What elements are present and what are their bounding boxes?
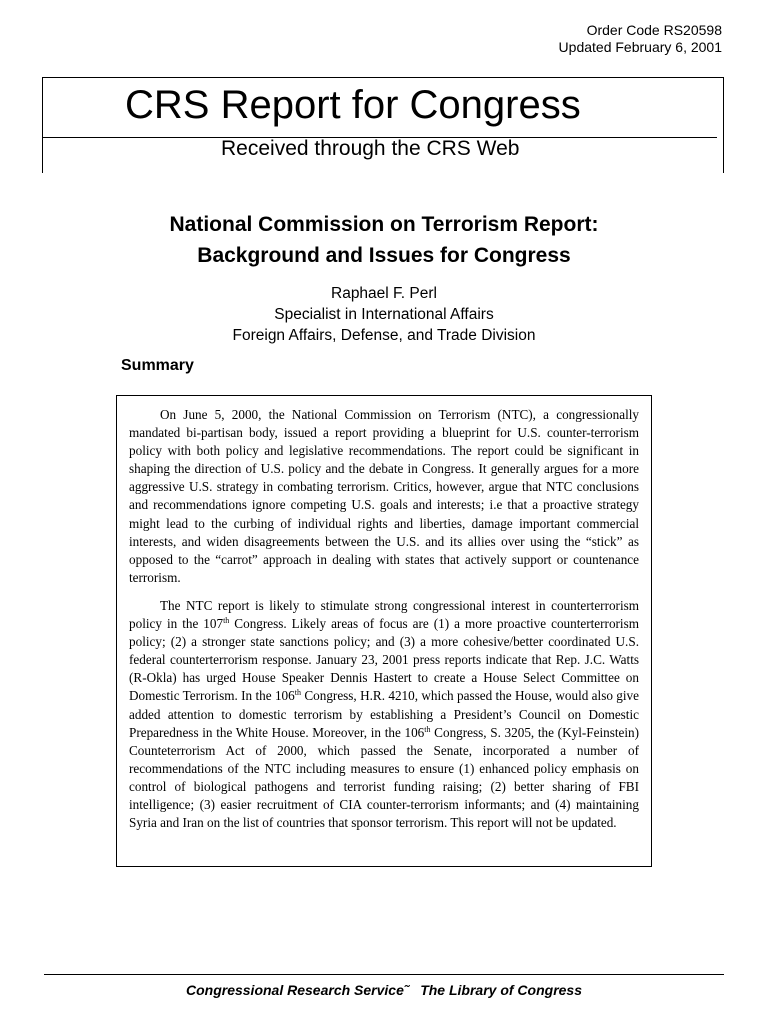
summary-p2-part-4: Congress, S. 3205, the (Kyl-Feinstein) Counteterrorism Act of 2000, which passed the Senate, incorporated a number of recommendations of the NTC including measures to ensure (1) enhanced policy emphasis on control of biological pathogens and terrorist funding raising; (2) better sharing of FBI intelligence; (3) easier recruitment of CIA counter-terrorism informants; and (4) maintaining Syria and Iran on the list of countries that sponsor terrorism. This report will not be updated. [129,724,639,831]
report-title-line-1: National Commission on Terrorism Report: [169,213,599,236]
summary-p2-part-1: The NTC report is likely to stimulate strong congressional interest in counterterrorism policy in the 107 [129,597,639,632]
masthead [42,77,724,173]
superscript-th: th [294,688,301,698]
report-title-line-2: Background and Issues for Congress [197,244,571,267]
summary-p2-part-2: Congress. Likely areas of focus are (1) a more proactive counterterrorism policy; (2) a stronger state sanctions policy; and (3) a more cohesive/better coordinated U.S. federal counterterrorism response. January 23, 2001 press reports indicate that Rep. J.C. Watts (R-Okla) has urged House Speaker Dennis Hastert to create a House Select Committee on Domestic Terrorism. In the 106 [129,616,639,704]
order-info [559,22,722,56]
report-title [0,209,768,271]
summary-p2-part-3: Congress, H.R. 4210, which passed the House, would also give added attention to domestic terrorism by establishing a President’s Council on Domestic Preparedness in the White House. Moreover, in the 106 [129,688,639,740]
superscript-th: th [424,724,431,734]
footer-text: Congressional Research Service˜ The Library of Congress [185,982,583,998]
author-position: Specialist in International Affairs [274,306,494,323]
summary-paragraph-2 [129,597,639,832]
author-name: Raphael F. Perl [331,285,437,302]
order-code: Order Code RS20598 [586,22,722,38]
summary-text [129,406,639,832]
summary-paragraph-1: On June 5, 2000, the National Commission on Terrorism (NTC), a congressionally mandated bi-partisan body, issued a report providing a blueprint for U.S. counter-terrorism policy with both policy and legislative recommendations. The report could be significant in shaping the direction of U.S. policy and the debate in Congress. It generally argues for a more aggressive U.S. strategy in combating terrorism. Critics, however, argue that NTC conclusions and recommendations ignore competing U.S. goals and interests; i.e that a proactive strategy might lead to the curbing of individual rights and liberties, damage important commercial interests, and widen disagreements between the U.S. and its allies over using the “stick” as opposed to the “carrot” approach in dealing with states that actively support or countenance terrorism. [129,407,639,585]
summary-box [116,395,652,867]
updated-date: Updated February 6, 2001 [558,39,722,55]
footer-rule [44,974,724,975]
author-block [0,283,768,346]
summary-heading: Summary [121,357,194,374]
author-division: Foreign Affairs, Defense, and Trade Division [232,327,536,344]
superscript-th: th [223,616,230,626]
masthead-title: CRS Report for Congress [125,83,581,127]
masthead-subtitle: Received through the CRS Web [221,137,520,160]
